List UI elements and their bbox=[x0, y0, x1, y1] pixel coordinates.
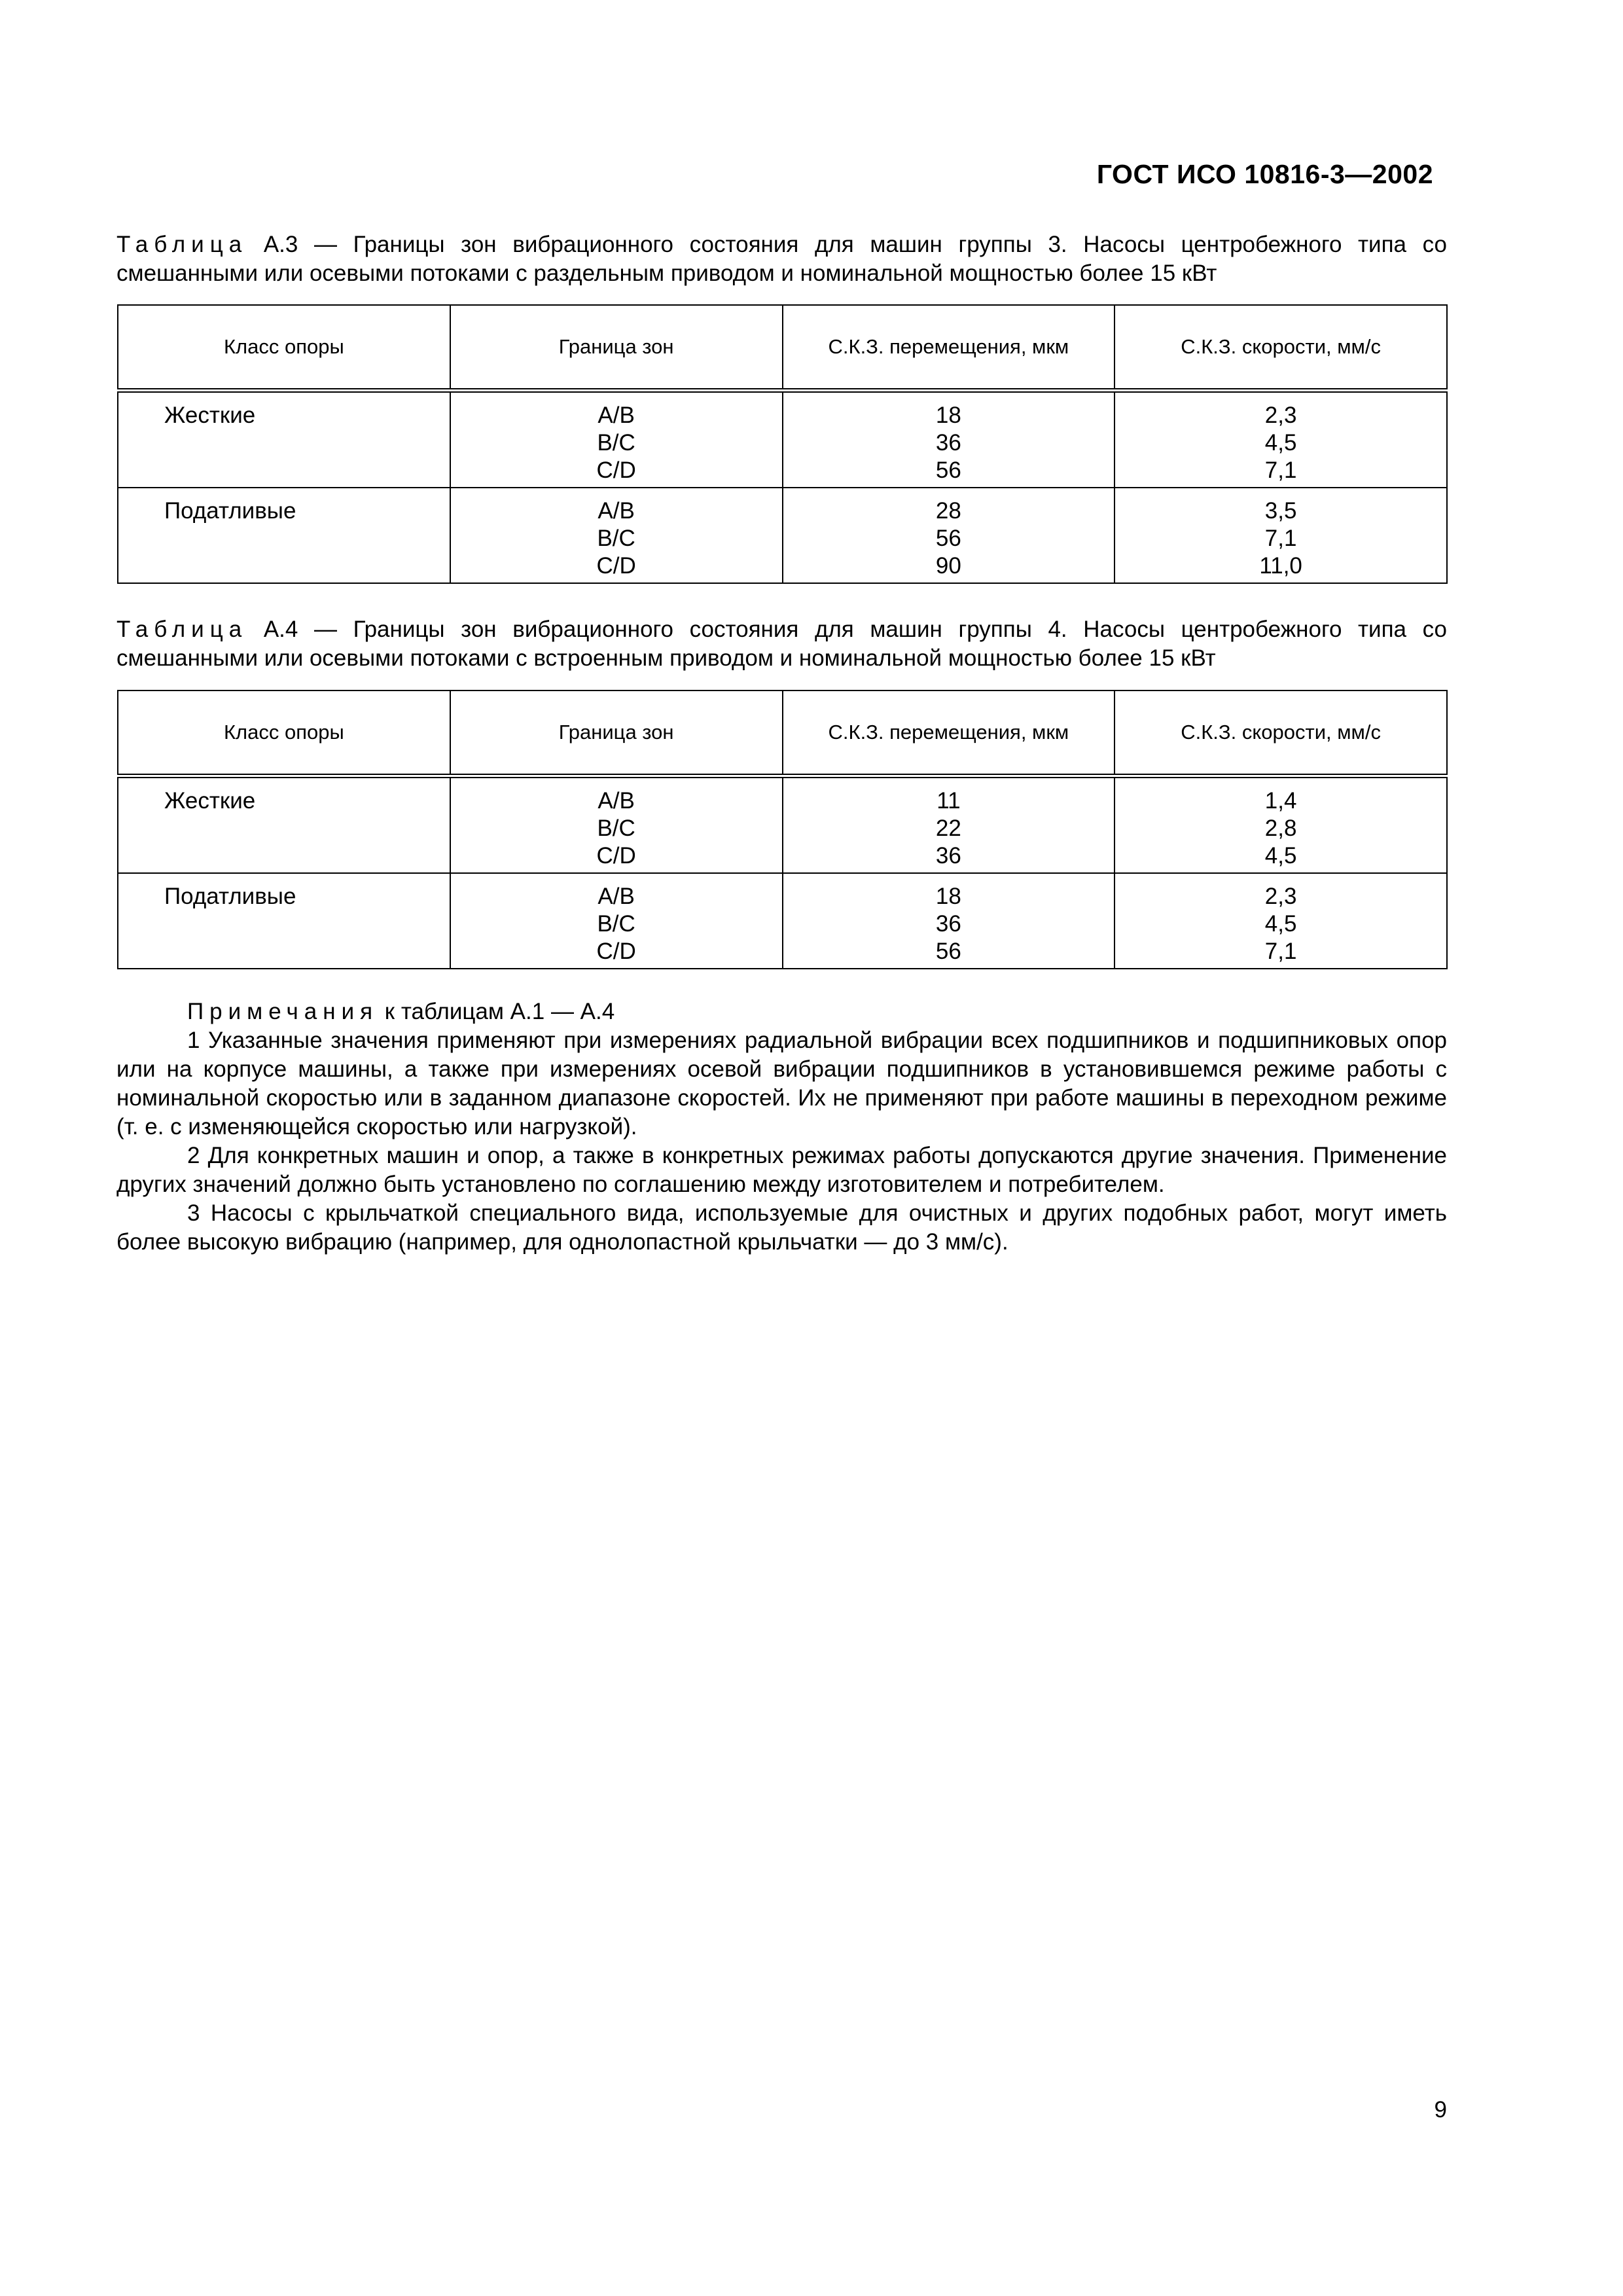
velocity-value: 4,5 bbox=[1264, 911, 1297, 937]
zone-boundary-cell bbox=[450, 488, 783, 583]
displacement-value: 56 bbox=[935, 939, 961, 964]
velocity-value: 4,5 bbox=[1264, 430, 1297, 456]
caption-text: А.4 — Границы зон вибрационного состояния для машин группы 4. Насосы центробежного типа со смешанными или осевыми потоками с встроенным приводом и номинальной мощностью более 15 кВт bbox=[116, 617, 1447, 671]
header-velocity: С.К.З. скорости, мм/с bbox=[1115, 691, 1447, 776]
displacement-value: 90 bbox=[935, 553, 961, 579]
velocity-cell bbox=[1115, 488, 1447, 583]
note-item: 1 Указанные значения применяют при измерениях радиальной вибрации всех подшипников и подшипниковых опор или на корпусе машины, а также при измерениях осевой вибрации подшипников в установившемся режиме работы с номинальной скоростью или в заданном диапазоне скоростей. Их не применяют при работе машины в переходном режиме (т. е. с изменяющейся скоростью или нагрузкой). bbox=[116, 1028, 1447, 1139]
zone-boundary-cell bbox=[450, 873, 783, 969]
displacement-value: 36 bbox=[935, 430, 961, 456]
notes-section bbox=[116, 997, 1447, 1257]
zone-value: B/C bbox=[597, 911, 635, 937]
header-support-class: Класс опоры bbox=[118, 305, 450, 391]
header-velocity: С.К.З. скорости, мм/с bbox=[1115, 305, 1447, 391]
header-displacement: С.К.З. перемещения, мкм bbox=[783, 691, 1115, 776]
displacement-cell bbox=[783, 488, 1115, 583]
zone-value: C/D bbox=[596, 939, 636, 964]
zone-value: C/D bbox=[596, 843, 636, 869]
table-a3-caption bbox=[116, 230, 1447, 288]
displacement-value: 18 bbox=[935, 884, 961, 909]
zone-value: A/B bbox=[597, 884, 635, 909]
zone-value: C/D bbox=[596, 457, 636, 483]
displacement-cell bbox=[783, 391, 1115, 488]
displacement-value: 28 bbox=[935, 498, 961, 524]
displacement-cell bbox=[783, 873, 1115, 969]
header-zone-boundary: Граница зон bbox=[450, 691, 783, 776]
displacement-value: 11 bbox=[936, 788, 961, 814]
velocity-value: 2,8 bbox=[1264, 816, 1297, 841]
table-row bbox=[118, 488, 1447, 583]
support-class-cell: Жесткие bbox=[118, 776, 450, 874]
note-item: 2 Для конкретных машин и опор, а также в конкретных режимах работы допускаются другие значения. Применение других значений должно быть установлено по соглашению между изготовителем и потребителем. bbox=[116, 1143, 1447, 1197]
document-code: ГОСТ ИСО 10816-3—2002 bbox=[1096, 159, 1433, 189]
table-row bbox=[118, 391, 1447, 488]
displacement-value: 22 bbox=[935, 816, 961, 841]
zone-boundary-cell bbox=[450, 776, 783, 874]
table-a4-caption bbox=[116, 615, 1447, 673]
velocity-value: 11,0 bbox=[1259, 553, 1302, 579]
support-class-cell: Жесткие bbox=[118, 391, 450, 488]
zone-value: B/C bbox=[597, 430, 635, 456]
displacement-value: 18 bbox=[935, 403, 961, 428]
zone-value: B/C bbox=[597, 816, 635, 841]
table-header-row bbox=[118, 305, 1447, 391]
zone-value: B/C bbox=[597, 526, 635, 551]
note-item: 3 Насосы с крыльчаткой специального вида, используемые для очистных и других подобных работ, могут иметь более высокую вибрацию (например, для однолопастной крыльчатки — до 3 мм/с). bbox=[116, 1200, 1447, 1255]
displacement-cell bbox=[783, 776, 1115, 874]
velocity-value: 3,5 bbox=[1264, 498, 1297, 524]
header-support-class: Класс опоры bbox=[118, 691, 450, 776]
displacement-value: 56 bbox=[935, 457, 961, 483]
velocity-cell bbox=[1115, 391, 1447, 488]
support-class-cell: Податливые bbox=[118, 488, 450, 583]
caption-label: Таблица bbox=[116, 232, 248, 257]
notes-title-label: Примечания bbox=[187, 999, 379, 1024]
table-header-row bbox=[118, 691, 1447, 776]
velocity-value: 2,3 bbox=[1264, 403, 1297, 428]
table-a3 bbox=[117, 304, 1448, 584]
velocity-value: 2,3 bbox=[1264, 884, 1297, 909]
displacement-value: 36 bbox=[935, 843, 961, 869]
notes-title-rest: к таблицам А.1 — А.4 bbox=[378, 999, 615, 1024]
velocity-value: 7,1 bbox=[1264, 526, 1297, 551]
caption-label: Таблица bbox=[116, 617, 248, 642]
table-row bbox=[118, 873, 1447, 969]
displacement-value: 36 bbox=[935, 911, 961, 937]
velocity-value: 7,1 bbox=[1264, 457, 1297, 483]
notes-title bbox=[116, 997, 1447, 1026]
header-zone-boundary: Граница зон bbox=[450, 305, 783, 391]
velocity-value: 1,4 bbox=[1264, 788, 1297, 814]
zone-value: C/D bbox=[596, 553, 636, 579]
velocity-value: 7,1 bbox=[1264, 939, 1297, 964]
header-displacement: С.К.З. перемещения, мкм bbox=[783, 305, 1115, 391]
velocity-value: 4,5 bbox=[1264, 843, 1297, 869]
support-class-cell: Податливые bbox=[118, 873, 450, 969]
page-number: 9 bbox=[1434, 2097, 1447, 2123]
caption-text: А.3 — Границы зон вибрационного состояния для машин группы 3. Насосы центробежного типа со смешанными или осевыми потоками с раздельным приводом и номинальной мощностью более 15 кВт bbox=[116, 232, 1447, 286]
table-a4 bbox=[117, 690, 1448, 969]
zone-value: A/B bbox=[597, 788, 635, 814]
zone-value: A/B bbox=[597, 498, 635, 524]
zone-value: A/B bbox=[597, 403, 635, 428]
displacement-value: 56 bbox=[935, 526, 961, 551]
velocity-cell bbox=[1115, 873, 1447, 969]
zone-boundary-cell bbox=[450, 391, 783, 488]
table-row bbox=[118, 776, 1447, 874]
velocity-cell bbox=[1115, 776, 1447, 874]
